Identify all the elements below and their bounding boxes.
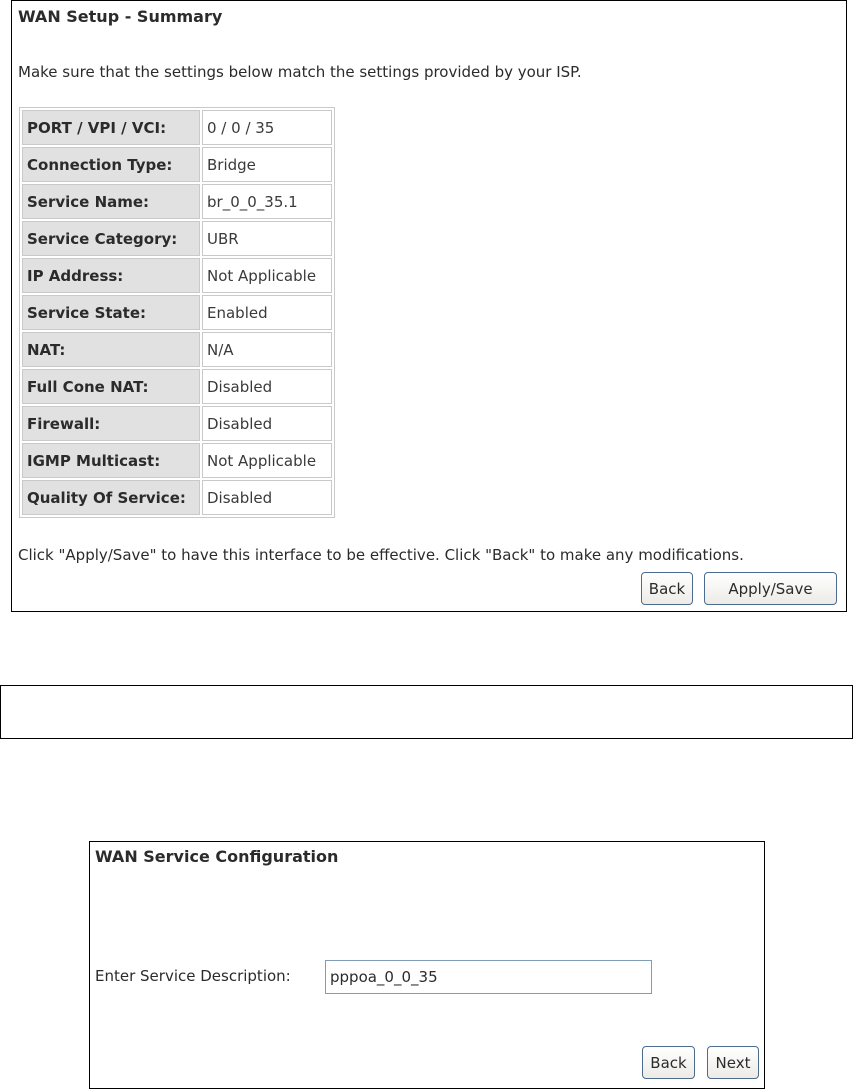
apply-save-button[interactable]: Apply/Save (704, 572, 837, 605)
table-row (22, 332, 332, 367)
summary-intro: Make sure that the settings below match the settings provided by your ISP. (18, 63, 582, 81)
row-label: Service Name: (22, 184, 200, 219)
row-label: Connection Type: (22, 147, 200, 182)
row-label: Firewall: (22, 406, 200, 441)
row-label: Service State: (22, 295, 200, 330)
summary-instructions: Click "Apply/Save" to have this interface to be effective. Click "Back" to make any modifications. (18, 546, 744, 564)
row-value: br_0_0_35.1 (202, 184, 332, 219)
row-value: N/A (202, 332, 332, 367)
back-button[interactable]: Back (642, 1046, 695, 1079)
row-value: 0 / 0 / 35 (202, 110, 332, 145)
summary-table (19, 107, 335, 518)
row-value: Enabled (202, 295, 332, 330)
table-row (22, 480, 332, 515)
row-label: PORT / VPI / VCI: (22, 110, 200, 145)
row-value: Not Applicable (202, 258, 332, 293)
row-value: Disabled (202, 406, 332, 441)
service-description-input[interactable] (325, 960, 652, 994)
row-label: Quality Of Service: (22, 480, 200, 515)
service-description-label: Enter Service Description: (95, 967, 291, 985)
row-label: NAT: (22, 332, 200, 367)
row-value: Bridge (202, 147, 332, 182)
table-row (22, 443, 332, 478)
table-row (22, 406, 332, 441)
table-row (22, 147, 332, 182)
back-button[interactable]: Back (641, 572, 693, 605)
row-value: Disabled (202, 480, 332, 515)
row-value: Disabled (202, 369, 332, 404)
row-value: UBR (202, 221, 332, 256)
row-value: Not Applicable (202, 443, 332, 478)
row-label: Service Category: (22, 221, 200, 256)
next-button[interactable]: Next (707, 1046, 759, 1079)
table-row (22, 295, 332, 330)
table-row (22, 184, 332, 219)
table-row (22, 110, 332, 145)
table-row (22, 369, 332, 404)
row-label: IGMP Multicast: (22, 443, 200, 478)
empty-box (0, 685, 853, 739)
table-row (22, 221, 332, 256)
wan-summary-panel (11, 0, 847, 612)
service-config-title: WAN Service Configuration (95, 847, 339, 866)
row-label: IP Address: (22, 258, 200, 293)
summary-title: WAN Setup - Summary (18, 7, 223, 26)
row-label: Full Cone NAT: (22, 369, 200, 404)
table-row (22, 258, 332, 293)
wan-service-config-panel (89, 841, 765, 1089)
